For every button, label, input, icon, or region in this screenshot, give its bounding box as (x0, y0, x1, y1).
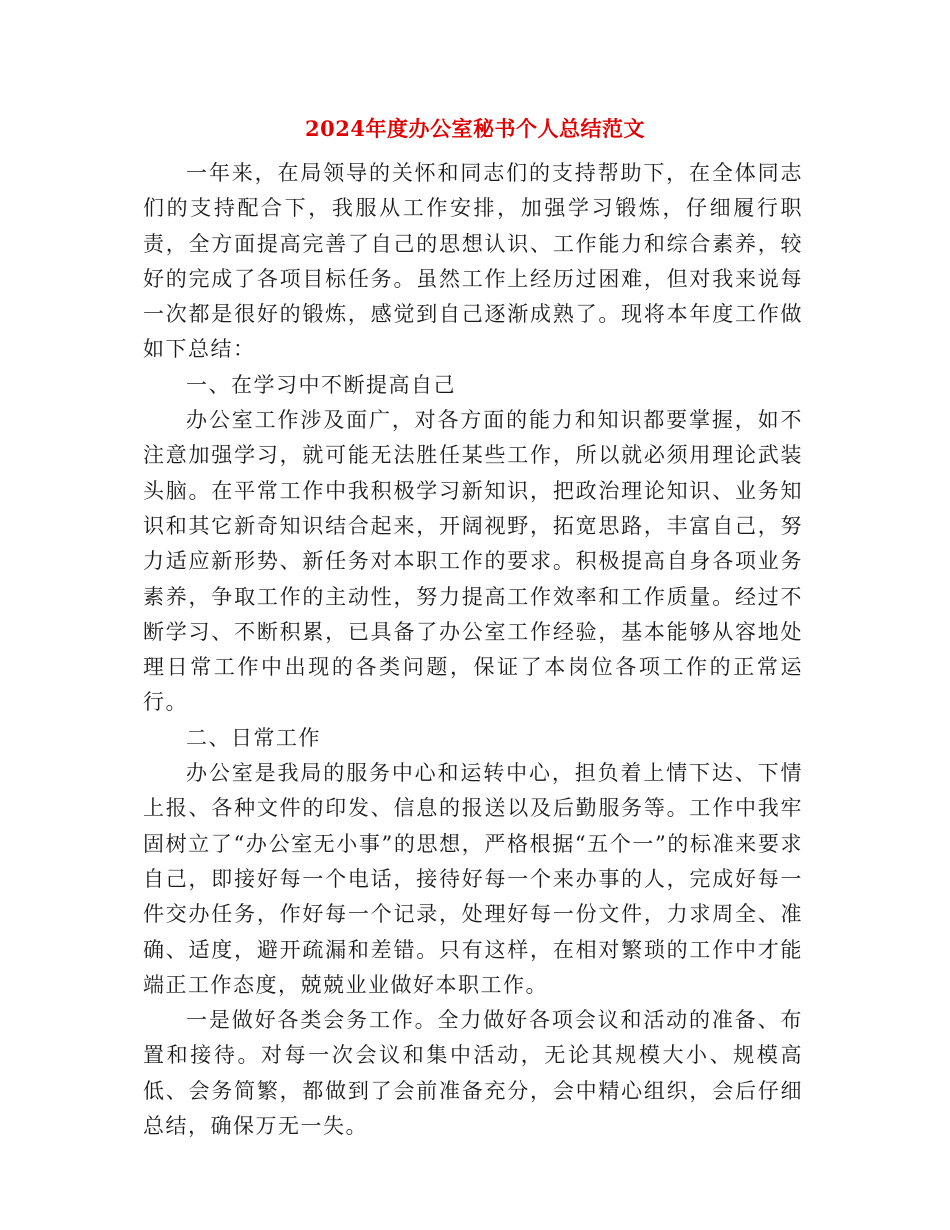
document-title: 2024年度办公室秘书个人总结范文 (305, 116, 645, 141)
daily-work-paragraph: 办公室是我局的服务中心和运转中心，担负着上情下达、下情上报、各种文件的印发、信息的报送以及后勤服务等。工作中我牢固树立了“办公室无小事”的思想，严格根据“五个一”的标准来要求自己，即接好每一个电话，接待好每一个来办事的人，完成好每一件交办任务，作好每一个记录，处理好每一份文件，力求周全、准确、适度，避开疏漏和差错。只有这样，在相对繁琐的工作中才能端正工作态度，兢兢业业做好本职工作。 (143, 761, 803, 997)
intro-paragraph: 一年来，在局领导的关怀和同志们的支持帮助下，在全体同志们的支持配合下，我服从工作安排，加强学习锻炼，仔细履行职责，全方面提高完善了自己的思想认识、工作能力和综合素养，较好的完成了各项目标任务。虽然工作上经历过困难，但对我来说每一次都是很好的锻炼，感觉到自己逐渐成熟了。现将本年度工作做如下总结： (143, 161, 803, 362)
document-body (143, 156, 803, 1144)
meeting-work-paragraph: 一是做好各类会务工作。全力做好各项会议和活动的准备、布置和接待。对每一次会议和集中活动，无论其规模大小、规模高低、会务简繁，都做到了会前准备充分，会中精心组织，会后仔细总结，确保万无一失。 (143, 1008, 803, 1139)
section-heading-study: 一、在学习中不断提高自己 (186, 372, 457, 397)
section-heading-daily-work: 二、日常工作 (186, 725, 322, 750)
study-paragraph: 办公室工作涉及面广，对各方面的能力和知识都要掌握，如不注意加强学习，就可能无法胜任某些工作，所以就必须用理论武装头脑。在平常工作中我积极学习新知识，把政治理论知识、业务知识和其它新奇知识结合起来，开阔视野，拓宽思路，丰富自己，努力适应新形势、新任务对本职工作的要求。积极提高自身各项业务素养，争取工作的主动性，努力提高工作效率和工作质量。经过不断学习、不断积累，已具备了办公室工作经验，基本能够从容地处理日常工作中出现的各类问题，保证了本岗位各项工作的正常运行。 (143, 408, 803, 715)
